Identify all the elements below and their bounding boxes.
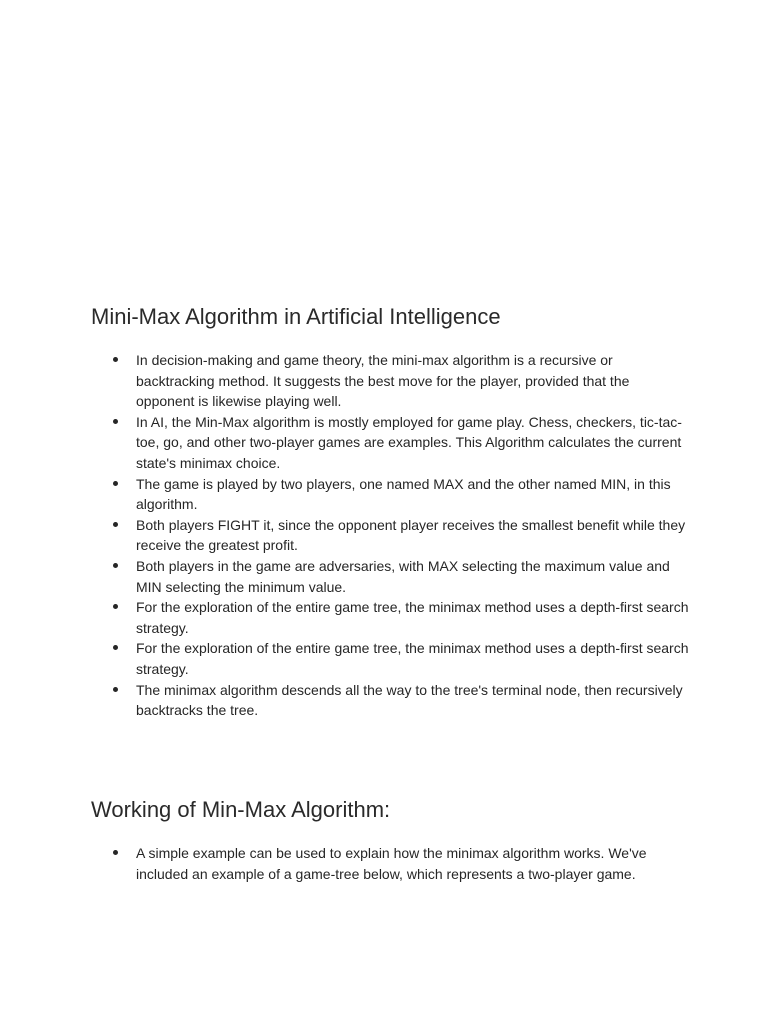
bullet-icon bbox=[113, 604, 118, 609]
bullet-icon bbox=[113, 522, 118, 527]
list-item bbox=[91, 515, 691, 556]
list-item bbox=[91, 597, 691, 638]
bullet-icon bbox=[113, 850, 118, 855]
list-item-text: Both players in the game are adversaries, with MAX selecting the maximum value and MIN selecting the minimum value. bbox=[136, 557, 670, 595]
section-minimax-intro bbox=[91, 302, 691, 721]
list-item-text: In AI, the Min-Max algorithm is mostly employed for game play. Chess, checkers, tic-tac-toe, go, and other two-player games are examples. This Algorithm calculates the current state's minimax choice. bbox=[136, 413, 682, 471]
list-item-text: The minimax algorithm descends all the way to the tree's terminal node, then recursively backtracks the tree. bbox=[136, 681, 683, 719]
list-item bbox=[91, 680, 691, 721]
list-item-text: In decision-making and game theory, the mini-max algorithm is a recursive or backtracking method. It suggests the best move for the player, provided that the opponent is likewise playing well. bbox=[136, 352, 630, 410]
bullet-icon bbox=[113, 419, 118, 424]
section-minimax-working bbox=[91, 795, 691, 884]
list-item bbox=[91, 412, 691, 474]
list-item-text: A simple example can be used to explain how the minimax algorithm works. We've included an example of a game-tree below, which represents a two-player game. bbox=[136, 845, 647, 882]
list-item-text: For the exploration of the entire game tree, the minimax method uses a depth-first search strategy. bbox=[136, 599, 689, 636]
bullet-list bbox=[91, 843, 691, 884]
section-heading: Working of Min-Max Algorithm: bbox=[91, 797, 391, 822]
list-item-text: The game is played by two players, one named MAX and the other named MIN, in this algorithm. bbox=[136, 475, 671, 513]
section-heading: Mini-Max Algorithm in Artificial Intelligence bbox=[91, 304, 501, 329]
list-item-text: Both players FIGHT it, since the opponent player receives the smallest benefit while they receive the greatest profit. bbox=[136, 516, 686, 554]
bullet-icon bbox=[113, 687, 118, 692]
list-item-text: For the exploration of the entire game tree, the minimax method uses a depth-first search strategy. bbox=[136, 640, 689, 677]
bullet-list bbox=[91, 350, 691, 721]
list-item bbox=[91, 843, 691, 884]
bullet-icon bbox=[113, 357, 118, 362]
list-item bbox=[91, 474, 691, 515]
list-item bbox=[91, 638, 691, 679]
bullet-icon bbox=[113, 481, 118, 486]
list-item bbox=[91, 350, 691, 412]
bullet-icon bbox=[113, 645, 118, 650]
list-item bbox=[91, 556, 691, 597]
bullet-icon bbox=[113, 563, 118, 568]
